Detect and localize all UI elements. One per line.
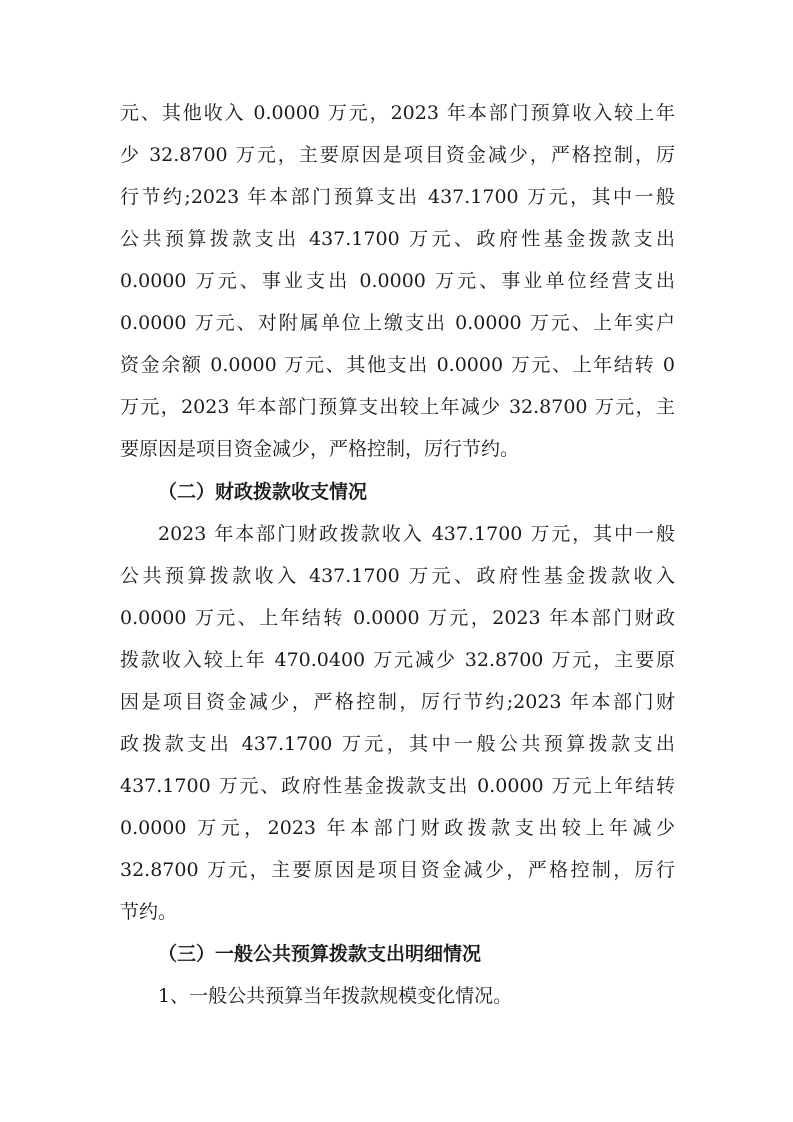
body-text-line: 因是项目资金减少，严格控制，厉行节约;2023 年本部门财 bbox=[120, 691, 675, 713]
body-text-line: 1、一般公共预算当年拨款规模变化情况。 bbox=[158, 985, 513, 1007]
body-text-line: 政拨款支出 437.1700 万元，其中一般公共预算拨款支出 bbox=[120, 733, 675, 755]
body-text-line: 2023 年本部门财政拨款收入 437.1700 万元，其中一般 bbox=[158, 523, 675, 545]
body-text-line: 资金余额 0.0000 万元、其他支出 0.0000 万元、上年结转 0 bbox=[120, 354, 675, 376]
body-text-line: 公共预算拨款收入 437.1700 万元、政府性基金拨款收入 bbox=[120, 565, 675, 587]
body-text-line: 万元，2023 年本部门预算支出较上年减少 32.8700 万元，主 bbox=[120, 396, 675, 418]
body-text-line: 节约。 bbox=[120, 901, 178, 923]
body-text-line: 公共预算拨款支出 437.1700 万元、政府性基金拨款支出 bbox=[120, 228, 675, 250]
body-text-line: 行节约;2023 年本部门预算支出 437.1700 万元，其中一般 bbox=[120, 186, 675, 208]
body-text-line: 0.0000 万元、对附属单位上缴支出 0.0000 万元、上年实户 bbox=[120, 312, 675, 334]
body-text-line: 拨款收入较上年 470.0400 万元减少 32.8700 万元，主要原 bbox=[120, 649, 675, 671]
body-text-line: 437.1700 万元、政府性基金拨款支出 0.0000 万元上年结转 bbox=[120, 775, 675, 797]
body-text-line: 0.0000 万元、事业支出 0.0000 万元、事业单位经营支出 bbox=[120, 270, 675, 292]
body-text-line: 要原因是项目资金减少，严格控制，厉行节约。 bbox=[120, 438, 520, 460]
body-text-line: 0.0000 万元，2023 年本部门财政拨款支出较上年减少 bbox=[120, 817, 675, 839]
body-text-line: 少 32.8700 万元，主要原因是项目资金减少，严格控制，厉 bbox=[120, 144, 675, 166]
section-heading: （二）财政拨款收支情况 bbox=[158, 481, 368, 503]
body-text-line: 0.0000 万元、上年结转 0.0000 万元，2023 年本部门财政 bbox=[120, 607, 675, 629]
body-text-line: 元、其他收入 0.0000 万元，2023 年本部门预算收入较上年 bbox=[120, 102, 675, 124]
section-heading: （三）一般公共预算拨款支出明细情况 bbox=[158, 943, 482, 965]
body-text-line: 32.8700 万元，主要原因是项目资金减少，严格控制，厉行 bbox=[120, 859, 675, 881]
